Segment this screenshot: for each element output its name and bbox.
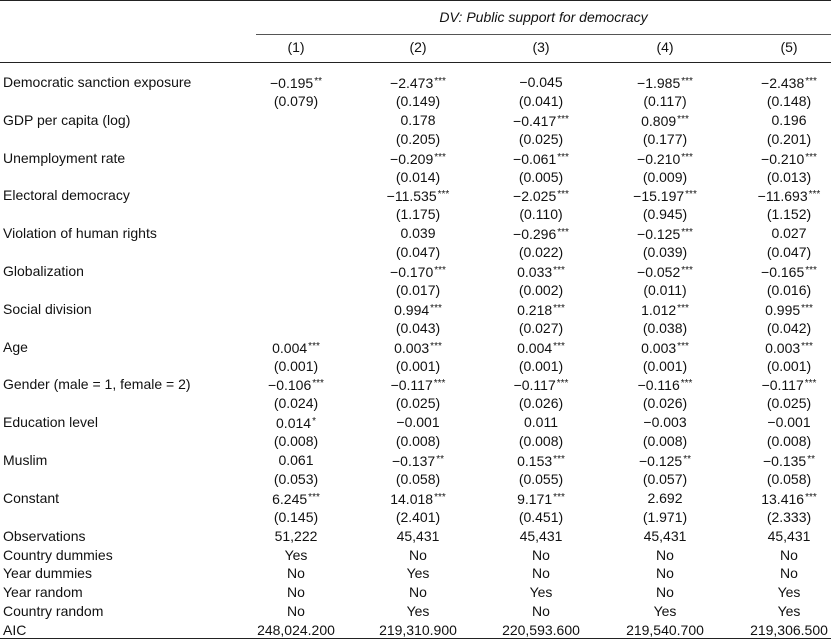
- stat-value: Yes: [406, 565, 430, 582]
- std-error: (0.008): [766, 433, 812, 450]
- coef-cell: [486, 300, 596, 318]
- coef-cell: [610, 300, 720, 318]
- std-error: (0.058): [395, 470, 441, 487]
- std-error: (0.022): [518, 244, 564, 261]
- coef-value: 2.692: [647, 489, 683, 506]
- std-error: (0.110): [519, 206, 563, 223]
- bottom-rule: [0, 638, 831, 639]
- coef-value: 6.245: [272, 490, 308, 507]
- stat-value: Yes: [529, 584, 553, 601]
- coef-cell: [486, 451, 596, 469]
- significance-stars: ***: [805, 265, 817, 276]
- coef-value: 0.004: [272, 339, 308, 356]
- coef-value: 0.014: [276, 415, 312, 432]
- row-label: Education level: [3, 414, 98, 431]
- std-error: (0.008): [273, 433, 319, 450]
- coef-value: −0.417: [513, 112, 557, 129]
- stat-value: Yes: [777, 584, 801, 601]
- significance-stars: ***: [430, 302, 442, 314]
- row-label: Democratic sanction exposure: [3, 74, 192, 90]
- coef-cell: [734, 111, 831, 129]
- std-error: (0.079): [273, 92, 319, 109]
- significance-stars: ***: [685, 189, 697, 201]
- coef-cell: [734, 338, 831, 356]
- std-error: (0.205): [395, 130, 441, 147]
- coef-cell: [363, 73, 473, 91]
- significance-stars: ***: [434, 491, 446, 503]
- significance-stars: ***: [808, 189, 821, 201]
- std-error: (0.025): [766, 395, 812, 412]
- coef-value: −0.209: [390, 150, 434, 167]
- std-error: (0.047): [766, 244, 812, 261]
- significance-stars: ***: [434, 265, 446, 276]
- std-error: (2.333): [766, 508, 812, 525]
- coef-cell: [610, 73, 720, 91]
- coef-cell: [486, 338, 596, 356]
- std-error: (0.001): [642, 357, 688, 374]
- std-error: (0.053): [273, 470, 319, 487]
- std-error: (0.039): [642, 244, 688, 261]
- stat-label: Year random: [3, 584, 83, 601]
- coef-value: −0.001: [767, 414, 811, 431]
- coef-value: 0.061: [278, 452, 314, 468]
- top-rule: [0, 0, 831, 1]
- coef-value: −11.535: [386, 188, 437, 205]
- coef-value: 0.004: [517, 339, 553, 356]
- coef-value: 0.218: [517, 301, 553, 318]
- stat-value: 219,540.700: [626, 622, 704, 639]
- std-error: (0.026): [518, 395, 564, 412]
- coef-value: 13.416: [761, 490, 805, 507]
- stat-label: AIC: [3, 622, 27, 639]
- column-header: (2): [409, 39, 427, 55]
- row-label: Electoral democracy: [3, 187, 130, 204]
- coef-cell: [241, 111, 351, 129]
- significance-stars: ***: [430, 340, 442, 352]
- std-error: (0.047): [395, 244, 441, 261]
- coef-value: 0.153: [517, 453, 553, 469]
- coef-value: −0.117: [390, 377, 433, 394]
- std-error: (0.117): [643, 92, 687, 109]
- std-error: (0.201): [766, 130, 812, 147]
- coef-value: 0.033: [517, 264, 553, 280]
- coef-value: −0.125: [638, 453, 683, 469]
- stat-value: No: [287, 584, 305, 601]
- coef-value: −0.296: [513, 226, 557, 243]
- coef-value: −0.125: [637, 226, 681, 243]
- coef-cell: [734, 73, 831, 91]
- row-label: Unemployment rate: [3, 149, 126, 166]
- significance-stars: ***: [553, 302, 565, 314]
- coef-value: 14.018: [390, 490, 434, 507]
- coef-cell: [363, 262, 473, 280]
- coef-value: 0.027: [771, 225, 807, 242]
- coef-value: −1.985: [637, 75, 681, 91]
- stat-value: 45,431: [767, 527, 811, 544]
- header-rule: [256, 34, 831, 35]
- std-error: (0.043): [395, 319, 441, 336]
- coef-value: −0.117: [761, 377, 804, 394]
- coef-value: −0.116: [637, 377, 680, 394]
- std-error: (0.001): [395, 357, 441, 374]
- stat-value: 45,431: [519, 527, 563, 544]
- coef-cell: [486, 413, 596, 431]
- coef-cell: [486, 489, 596, 507]
- std-error: (0.025): [395, 395, 441, 412]
- coef-cell: [486, 262, 596, 280]
- std-error: (0.148): [766, 92, 812, 109]
- significance-stars: **: [436, 454, 444, 465]
- coef-cell: [241, 451, 351, 469]
- coef-cell: [241, 149, 351, 167]
- std-error: (0.011): [643, 281, 687, 298]
- stat-value: No: [656, 546, 674, 563]
- stat-value: 45,431: [643, 527, 687, 544]
- significance-stars: ***: [557, 227, 569, 239]
- coef-cell: [241, 338, 351, 356]
- coef-cell: [734, 413, 831, 431]
- std-error: (0.041): [518, 92, 564, 109]
- coef-value: −0.210: [761, 150, 805, 167]
- coef-value: −0.045: [519, 74, 563, 90]
- stat-value: Yes: [653, 603, 677, 620]
- significance-stars: ***: [433, 378, 446, 390]
- coef-value: −0.061: [513, 150, 557, 167]
- column-header: (4): [656, 39, 674, 55]
- stat-value: Yes: [777, 603, 801, 620]
- significance-stars: ***: [553, 491, 565, 503]
- std-error: (0.451): [518, 508, 564, 525]
- coef-value: −2.473: [390, 75, 434, 91]
- coef-value: −0.001: [396, 414, 440, 431]
- coef-value: −0.135: [762, 453, 807, 469]
- significance-stars: **: [314, 76, 322, 87]
- significance-stars: ***: [681, 76, 693, 87]
- coef-cell: [610, 375, 720, 393]
- coef-cell: [486, 375, 596, 393]
- column-header: (1): [287, 39, 305, 55]
- coef-cell: [241, 73, 351, 91]
- stat-value: 248,024.200: [257, 622, 335, 639]
- significance-stars: ***: [557, 151, 569, 163]
- significance-stars: ***: [681, 227, 693, 239]
- significance-stars: ***: [556, 378, 569, 390]
- significance-stars: ***: [434, 151, 446, 163]
- std-error: (0.008): [518, 433, 564, 450]
- row-label: Social division: [3, 300, 92, 317]
- std-error: (0.038): [642, 319, 688, 336]
- coef-value: −0.106: [268, 377, 312, 394]
- significance-stars: ***: [677, 340, 689, 352]
- std-error: (0.013): [766, 168, 812, 185]
- significance-stars: ***: [801, 340, 813, 352]
- coef-cell: [363, 111, 473, 129]
- stat-value: 220,593.600: [502, 622, 580, 639]
- coef-cell: [241, 375, 351, 393]
- significance-stars: ***: [312, 378, 324, 390]
- coef-cell: [610, 451, 720, 469]
- std-error: (0.149): [395, 92, 441, 109]
- coef-cell: [610, 186, 720, 204]
- stat-value: No: [409, 546, 427, 563]
- stat-value: No: [532, 546, 550, 563]
- stat-value: No: [287, 603, 305, 620]
- std-error: (0.042): [766, 319, 812, 336]
- coef-value: −0.195: [269, 75, 314, 91]
- std-error: (0.002): [518, 281, 564, 298]
- stat-label: Country dummies: [3, 546, 113, 563]
- significance-stars: ***: [308, 491, 320, 503]
- stat-value: 219,310.900: [379, 622, 457, 639]
- coef-cell: [241, 413, 351, 431]
- coef-cell: [734, 300, 831, 318]
- stat-value: No: [656, 565, 674, 582]
- row-label: GDP per capita (log): [3, 111, 131, 128]
- std-error: (0.055): [518, 470, 564, 487]
- coef-cell: [363, 413, 473, 431]
- coef-value: −0.052: [637, 264, 681, 280]
- coef-cell: [486, 186, 596, 204]
- significance-stars: ***: [677, 113, 689, 125]
- significance-stars: ***: [680, 378, 693, 390]
- significance-stars: ***: [805, 151, 817, 163]
- coef-value: −15.197: [633, 188, 685, 205]
- significance-stars: ***: [681, 265, 693, 276]
- significance-stars: **: [683, 454, 691, 465]
- coef-cell: [363, 149, 473, 167]
- coef-cell: [734, 375, 831, 393]
- std-error: (0.057): [642, 470, 688, 487]
- coef-cell: [363, 451, 473, 469]
- std-error: (0.008): [642, 433, 688, 450]
- coef-value: 0.995: [765, 301, 801, 318]
- coef-value: −0.003: [643, 414, 687, 431]
- std-error: (0.009): [642, 168, 688, 185]
- std-error: (0.001): [518, 357, 564, 374]
- coef-cell: [486, 73, 596, 91]
- significance-stars: ***: [677, 302, 689, 314]
- column-header: (5): [780, 39, 798, 55]
- stat-value: No: [656, 584, 674, 601]
- coef-cell: [363, 375, 473, 393]
- coef-cell: [363, 224, 473, 242]
- coef-cell: [363, 489, 473, 507]
- stat-label: Year dummies: [3, 565, 92, 582]
- stat-label: Country random: [3, 603, 104, 620]
- std-error: (0.177): [642, 130, 688, 147]
- significance-stars: ***: [681, 151, 693, 163]
- std-error: (0.026): [642, 395, 688, 412]
- std-error: (0.145): [273, 508, 319, 525]
- row-label: Globalization: [3, 263, 84, 279]
- stat-value: 45,431: [396, 527, 440, 544]
- coef-value: 1.012: [641, 301, 677, 318]
- significance-stars: ***: [557, 113, 569, 125]
- significance-stars: ***: [553, 340, 565, 352]
- stat-value: 219,306.500: [750, 622, 828, 639]
- coef-cell: [486, 224, 596, 242]
- significance-stars: ***: [308, 340, 320, 352]
- coef-value: −0.170: [390, 264, 434, 280]
- coef-value: −0.165: [761, 264, 805, 280]
- coef-value: 0.003: [641, 339, 677, 356]
- significance-stars: ***: [801, 302, 813, 314]
- coef-value: −2.025: [513, 188, 557, 205]
- stat-value: No: [287, 565, 305, 582]
- stat-value: No: [409, 584, 427, 601]
- coef-cell: [734, 262, 831, 280]
- coef-cell: [734, 149, 831, 167]
- significance-stars: *: [312, 416, 316, 428]
- std-error: (0.017): [395, 281, 441, 298]
- significance-stars: ***: [434, 76, 446, 87]
- std-error: (0.005): [518, 168, 564, 185]
- coef-cell: [363, 300, 473, 318]
- std-error: (1.152): [766, 206, 812, 223]
- std-error: (0.014): [395, 168, 441, 185]
- stat-value: No: [780, 546, 798, 563]
- coef-cell: [734, 451, 831, 469]
- std-error: (0.016): [766, 281, 812, 298]
- coef-value: 0.003: [394, 339, 430, 356]
- coef-value: 0.809: [641, 112, 677, 129]
- coef-cell: [734, 489, 831, 507]
- coef-value: −0.137: [391, 453, 436, 469]
- coef-cell: [610, 149, 720, 167]
- coef-cell: [486, 149, 596, 167]
- coef-cell: [610, 262, 720, 280]
- std-error: (1.175): [395, 206, 441, 223]
- coef-cell: [610, 111, 720, 129]
- stat-value: Yes: [284, 546, 308, 563]
- std-error: (0.058): [766, 470, 812, 487]
- significance-stars: ***: [553, 454, 565, 465]
- stat-value: No: [532, 565, 550, 582]
- row-label: Constant: [3, 489, 60, 506]
- coef-value: 0.003: [765, 339, 801, 356]
- row-label: Violation of human rights: [3, 225, 157, 242]
- coef-cell: [610, 224, 720, 242]
- coef-cell: [241, 300, 351, 318]
- coef-value: 0.994: [394, 301, 430, 318]
- std-error: (1.971): [642, 508, 688, 525]
- std-error: (0.945): [642, 206, 688, 223]
- coef-cell: [734, 186, 831, 204]
- stat-value: No: [780, 565, 798, 582]
- std-error: (0.025): [518, 130, 564, 147]
- coef-cell: [610, 338, 720, 356]
- stat-value: 51,222: [274, 527, 318, 544]
- coef-value: −2.438: [761, 75, 805, 91]
- significance-stars: ***: [553, 265, 565, 276]
- coef-cell: [610, 489, 720, 507]
- coef-value: −0.117: [513, 377, 556, 394]
- mid-rule: [0, 62, 831, 63]
- coef-cell: [241, 186, 351, 204]
- coef-value: 0.039: [400, 225, 436, 242]
- coef-value: 0.196: [771, 111, 807, 128]
- coef-value: −11.693: [757, 188, 808, 205]
- coef-cell: [241, 262, 351, 280]
- significance-stars: ***: [437, 189, 450, 201]
- stat-value: No: [532, 603, 550, 620]
- row-label: Gender (male = 1, female = 2): [3, 376, 191, 393]
- stat-label: Observations: [3, 527, 86, 544]
- coef-cell: [486, 111, 596, 129]
- column-header: (3): [532, 39, 550, 55]
- significance-stars: ***: [557, 189, 569, 201]
- coef-cell: [610, 413, 720, 431]
- std-error: (2.401): [395, 508, 441, 525]
- coef-cell: [363, 338, 473, 356]
- significance-stars: ***: [804, 378, 817, 390]
- coef-value: 0.011: [524, 414, 558, 431]
- significance-stars: ***: [805, 491, 817, 503]
- dv-title: DV: Public support for democracy: [439, 9, 648, 25]
- std-error: (0.008): [395, 433, 441, 450]
- coef-value: 9.171: [517, 490, 553, 507]
- significance-stars: **: [807, 454, 815, 465]
- row-label: Muslim: [3, 452, 48, 468]
- coef-cell: [363, 186, 473, 204]
- coef-value: −0.210: [637, 150, 681, 167]
- significance-stars: ***: [805, 76, 817, 87]
- std-error: (0.001): [273, 357, 319, 374]
- coef-cell: [241, 489, 351, 507]
- coef-cell: [734, 224, 831, 242]
- coef-value: 0.178: [400, 111, 436, 128]
- std-error: (0.024): [273, 395, 319, 412]
- stat-value: Yes: [406, 603, 430, 620]
- std-error: (0.001): [766, 357, 812, 374]
- coef-cell: [241, 224, 351, 242]
- row-label: Age: [3, 338, 28, 355]
- std-error: (0.027): [518, 319, 564, 336]
